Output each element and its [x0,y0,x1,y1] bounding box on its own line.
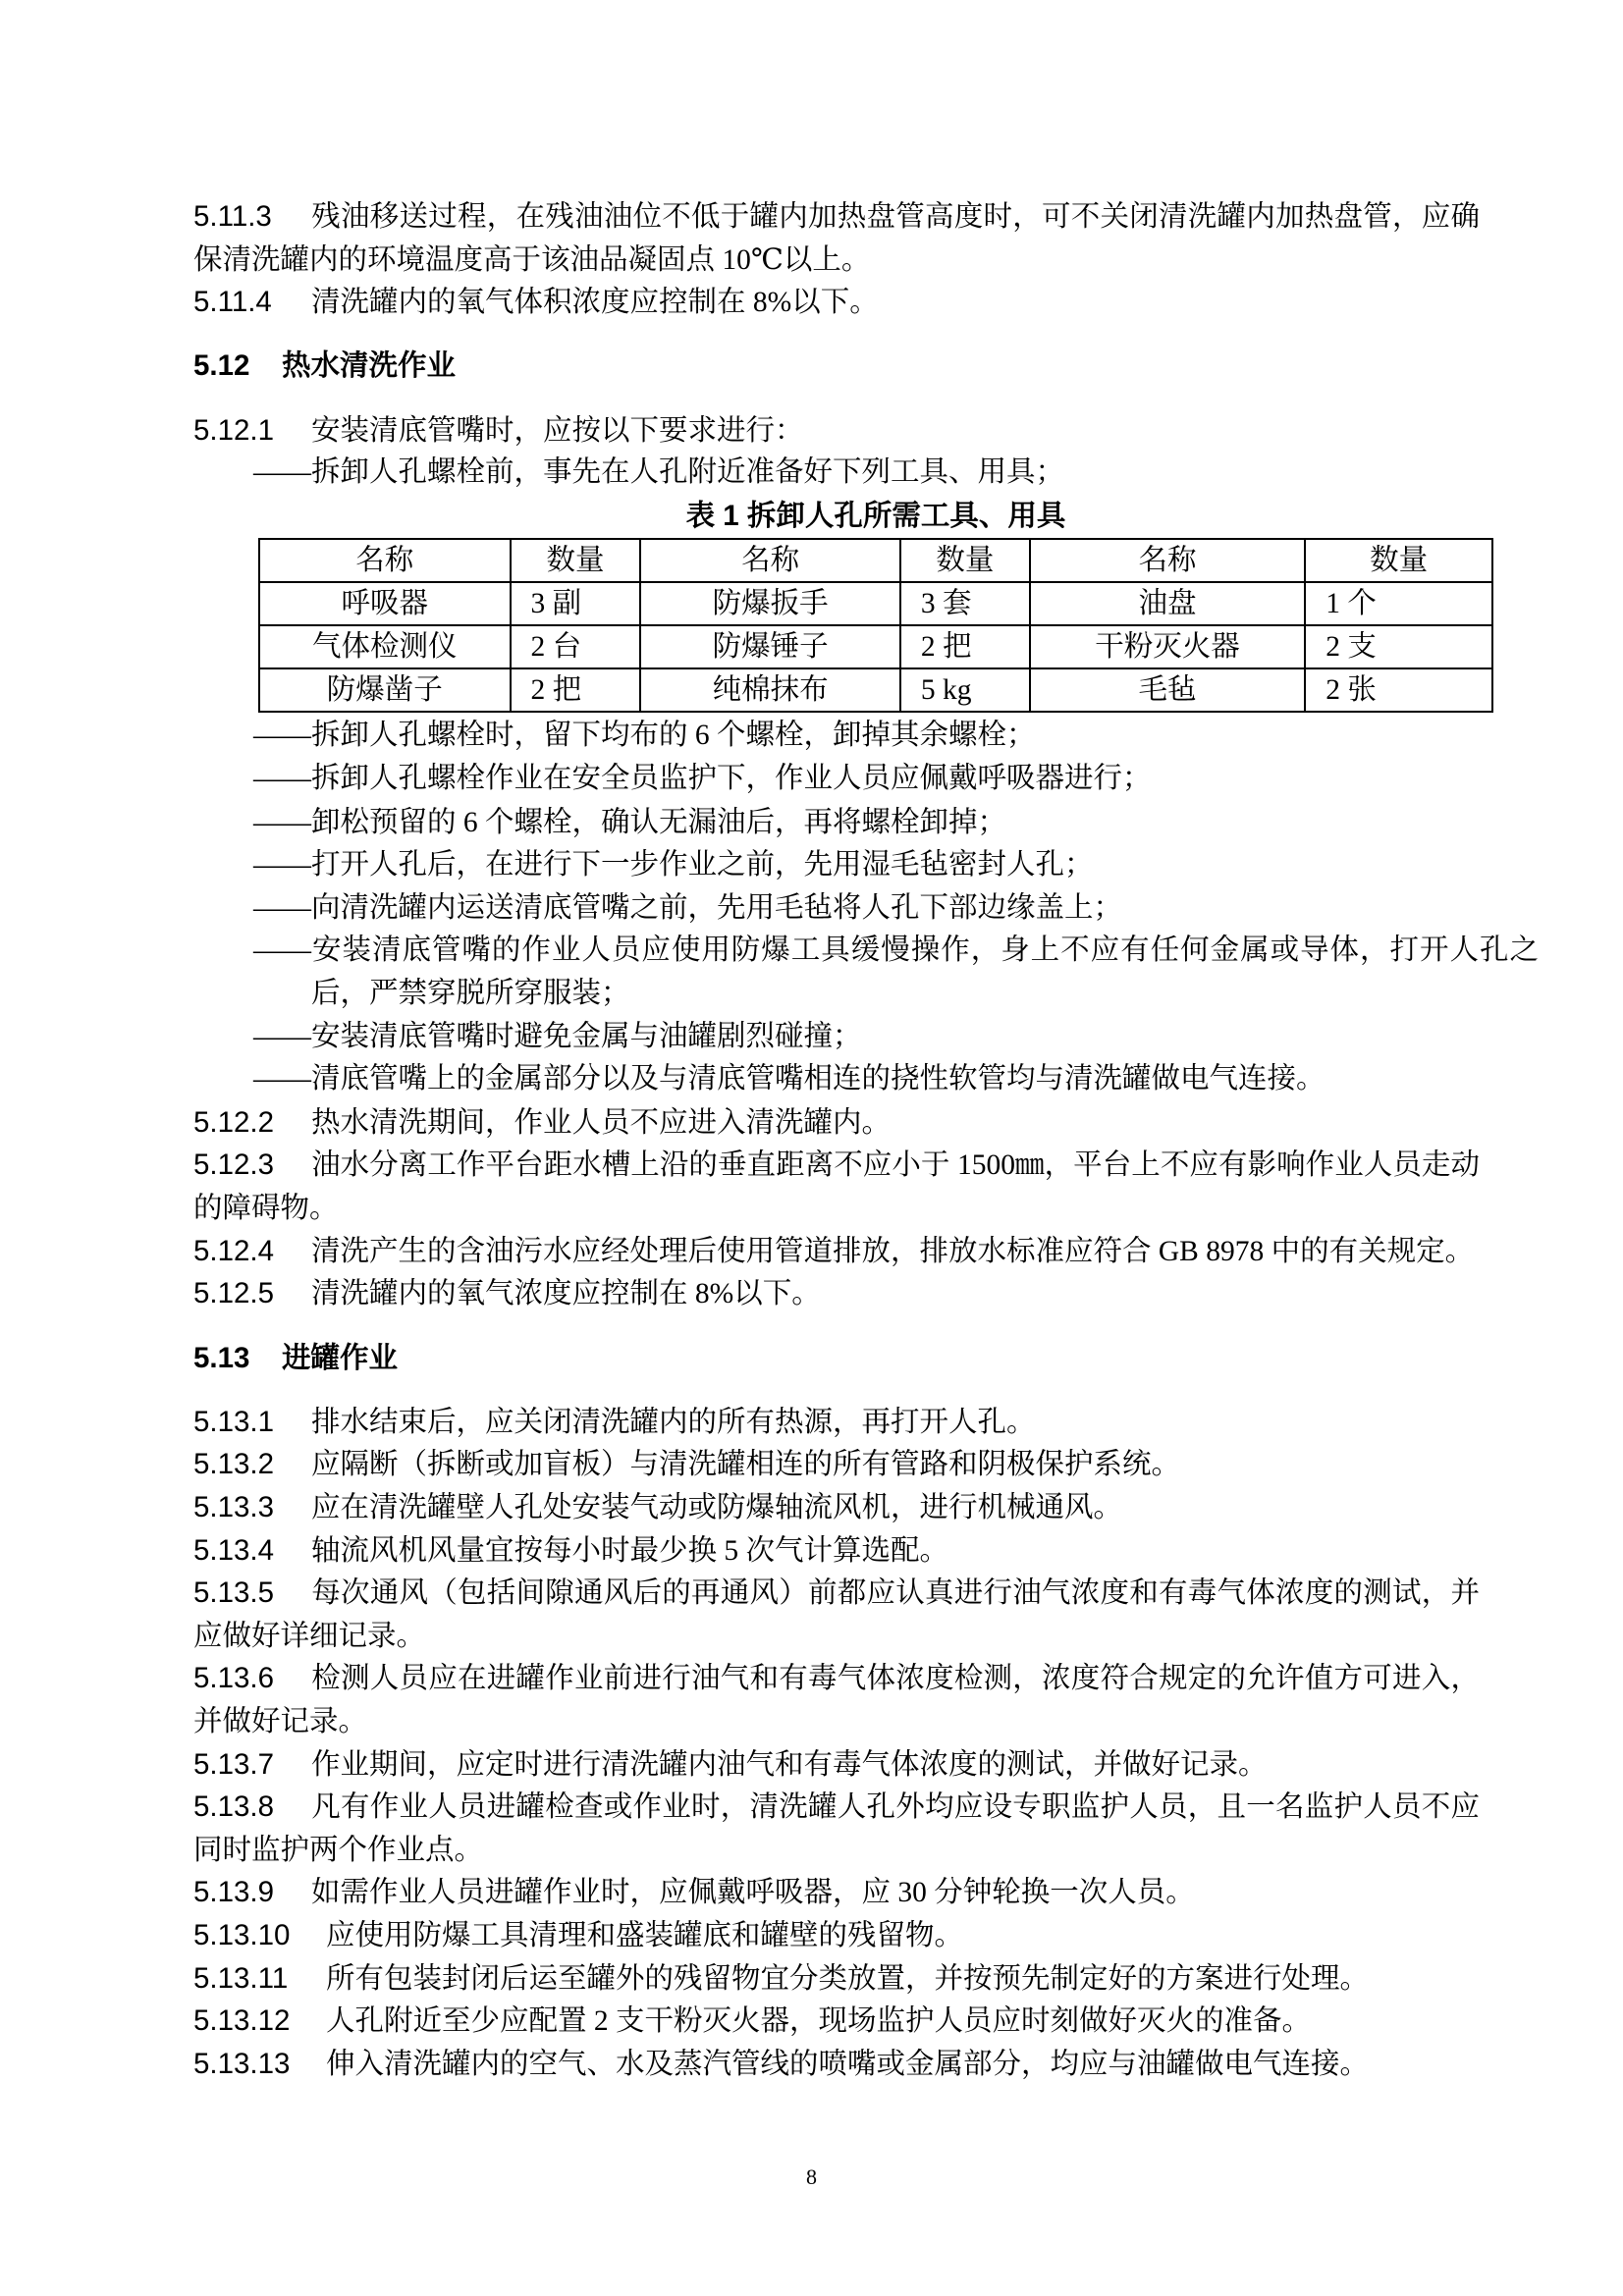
clause-5-13-6 [193,1657,1480,1743]
clause-5-13-9 [193,1871,1480,1915]
table-cell: 纯棉抹布 [640,668,900,712]
clause-text: 清洗罐内的氧气体积浓度应控制在 8%以下。 [311,287,879,318]
table-cell: 2 把 [511,668,641,712]
dash-item: ——拆卸人孔螺栓作业在安全员监护下，作业人员应佩戴呼吸器进行； [253,763,1152,794]
clause-number: 5.12.2 [193,1106,275,1139]
table-row [259,668,1492,712]
table-cell: 防爆扳手 [640,582,900,625]
clause-5-13-8 [193,1786,1480,1872]
clause-5-13-13 [193,2043,1480,2087]
clause-5-12-2 [193,1101,1480,1146]
clause-text: 清洗产生的含油污水应经处理后使用管道排放，排放水标准应符合 GB 8978 中的有关规定。 [311,1236,1475,1267]
clause-number: 5.12.3 [193,1148,275,1181]
table-row [259,582,1492,625]
clause-5-13-3 [193,1486,1480,1530]
clause-number: 5.13.10 [193,1919,291,1951]
table-caption: 表 1 拆卸人孔所需工具、用具 [685,500,1066,532]
clause-5-11-4 [193,281,1480,325]
header-cell: 名称 [1030,539,1306,582]
header-cell: 名称 [259,539,511,582]
clause-5-12-5 [193,1272,1480,1316]
section-title: 进罐作业 [282,1342,399,1374]
section-number: 5.12 [193,349,250,382]
clause-text: 所有包装封闭后运至罐外的残留物宜分类放置，并按预先制定好的方案进行处理。 [326,1963,1370,1995]
table-cell: 干粉灭火器 [1030,625,1306,668]
table-cell: 防爆锤子 [640,625,900,668]
clause-number: 5.13.9 [193,1876,275,1908]
table-header-row [259,539,1492,582]
clause-number: 5.13.2 [193,1448,275,1480]
clause-5-13-11 [193,1957,1480,2002]
header-cell: 名称 [640,539,900,582]
table-cell: 气体检测仪 [259,625,511,668]
table-cell: 2 台 [511,625,641,668]
clause-number: 5.13.13 [193,2048,291,2080]
clause-number: 5.13.3 [193,1491,275,1523]
table-cell: 5 kg [900,668,1030,712]
clause-number: 5.13.8 [193,1790,275,1823]
dash-item: ——拆卸人孔螺栓时，留下均布的 6 个螺栓，卸掉其余螺栓； [253,720,1036,751]
table-cell: 呼吸器 [259,582,511,625]
table-cell: 毛毡 [1030,668,1306,712]
section-number: 5.13 [193,1342,250,1374]
clause-5-13-7 [193,1743,1480,1788]
clause-text: 应使用防爆工具清理和盛装罐底和罐壁的残留物。 [326,1920,964,1951]
clause-number: 5.12.5 [193,1277,275,1309]
clause-number: 5.13.11 [193,1962,289,1995]
clause-text: 应隔断（拆断或加盲板）与清洗罐相连的所有管路和阴极保护系统。 [311,1449,1181,1480]
clause-5-12-3 [193,1144,1480,1230]
clause-text: 人孔附近至少应配置 2 支干粉灭火器，现场监护人员应时刻做好灭火的准备。 [326,2005,1312,2037]
clause-5-13-2 [193,1443,1480,1487]
clause-5-11-3 [193,195,1480,282]
dash-item: ——卸松预留的 6 个螺栓，确认无漏油后，再将螺栓卸掉； [253,807,1007,838]
clause-5-13-5 [193,1572,1480,1658]
clause-number: 5.13.12 [193,2004,291,2037]
clause-5-13-10 [193,1914,1480,1958]
table-cell: 2 张 [1305,668,1492,712]
tools-table [258,538,1493,713]
clause-text: 安装清底管嘴时，应按以下要求进行： [311,415,804,447]
dash-item: ——安装清底管嘴时避免金属与油罐剧烈碰撞； [253,1021,862,1052]
table-cell: 3 副 [511,582,641,625]
clause-5-13-4 [193,1529,1480,1574]
clause-text: 清洗罐内的氧气浓度应控制在 8%以下。 [311,1278,821,1309]
clause-text: 排水结束后，应关闭清洗罐内的所有热源，再打开人孔。 [311,1407,1036,1438]
clause-number: 5.11.3 [193,200,272,233]
dash-item: ——拆卸人孔螺栓前，事先在人孔附近准备好下列工具、用具； [253,456,1065,488]
clause-text: 每次通风（包括间隙通风后的再通风）前都应认真进行油气浓度和有毒气体浓度的测试，并应做好详细记录。 [193,1577,1480,1652]
clause-5-12-1 [193,409,1480,454]
clause-text: 轴流风机风量宜按每小时最少换 5 次气计算选配。 [311,1535,949,1567]
clause-number: 5.12.1 [193,414,275,447]
clause-number: 5.12.4 [193,1235,275,1267]
table-cell: 2 支 [1305,625,1492,668]
clause-text: 如需作业人员进罐作业时，应佩戴呼吸器，应 30 分钟轮换一次人员。 [311,1877,1195,1908]
clause-text: 伸入清洗罐内的空气、水及蒸汽管线的喷嘴或金属部分，均应与油罐做电气连接。 [326,2049,1370,2080]
header-cell: 数量 [1305,539,1492,582]
clause-text: 凡有作业人员进罐检查或作业时，清洗罐人孔外均应设专职监护人员，且一名监护人员不应同时监护两个作业点。 [193,1791,1480,1866]
clause-5-12-4 [193,1230,1480,1274]
section-title: 热水清洗作业 [282,349,457,382]
clause-text: 作业期间，应定时进行清洗罐内油气和有毒气体浓度的测试，并做好记录。 [311,1749,1268,1781]
dash-item: ——打开人孔后，在进行下一步作业之前，先用湿毛毡密封人孔； [253,849,1094,881]
table-cell: 3 套 [900,582,1030,625]
section-heading-5-13 [193,1337,1480,1380]
clause-number: 5.13.5 [193,1576,275,1609]
clause-number: 5.13.1 [193,1406,275,1438]
page-number: 8 [806,2164,817,2189]
header-cell: 数量 [511,539,641,582]
header-cell: 数量 [900,539,1030,582]
clause-text: 应在清洗罐壁人孔处安装气动或防爆轴流风机，进行机械通风。 [311,1492,1123,1523]
dash-item: ——向清洗罐内运送清底管嘴之前，先用毛毡将人孔下部边缘盖上； [253,892,1123,924]
table-cell: 防爆凿子 [259,668,511,712]
clause-5-13-12 [193,2000,1480,2044]
table-cell: 1 个 [1305,582,1492,625]
section-heading-5-12 [193,345,1480,388]
table-cell: 油盘 [1030,582,1306,625]
clause-number: 5.13.4 [193,1534,275,1567]
clause-number: 5.11.4 [193,286,272,318]
clause-number: 5.13.7 [193,1748,275,1781]
clause-text: 残油移送过程，在残油油位不低于罐内加热盘管高度时，可不关闭清洗罐内加热盘管，应确保清洗罐内的环境温度高于该油品凝固点 10℃以上。 [193,201,1480,276]
clause-5-13-1 [193,1401,1480,1445]
clause-number: 5.13.6 [193,1662,275,1694]
clause-text: 油水分离工作平台距水槽上沿的垂直距离不应小于 1500㎜，平台上不应有影响作业人员走动的障碍物。 [193,1149,1480,1224]
clause-text: 热水清洗期间，作业人员不应进入清洗罐内。 [311,1107,892,1139]
table-cell: 2 把 [900,625,1030,668]
table-row [259,625,1492,668]
clause-text: 检测人员应在进罐作业前进行油气和有毒气体浓度检测，浓度符合规定的允许值方可进入，并做好记录。 [193,1663,1480,1737]
dash-item: ——安装清底管嘴的作业人员应使用防爆工具缓慢操作，身上不应有任何金属或导体，打开人孔之后，严禁穿脱所穿服装； [253,934,1539,1009]
dash-item: ——清底管嘴上的金属部分以及与清底管嘴相连的挠性软管均与清洗罐做电气连接。 [253,1063,1325,1095]
